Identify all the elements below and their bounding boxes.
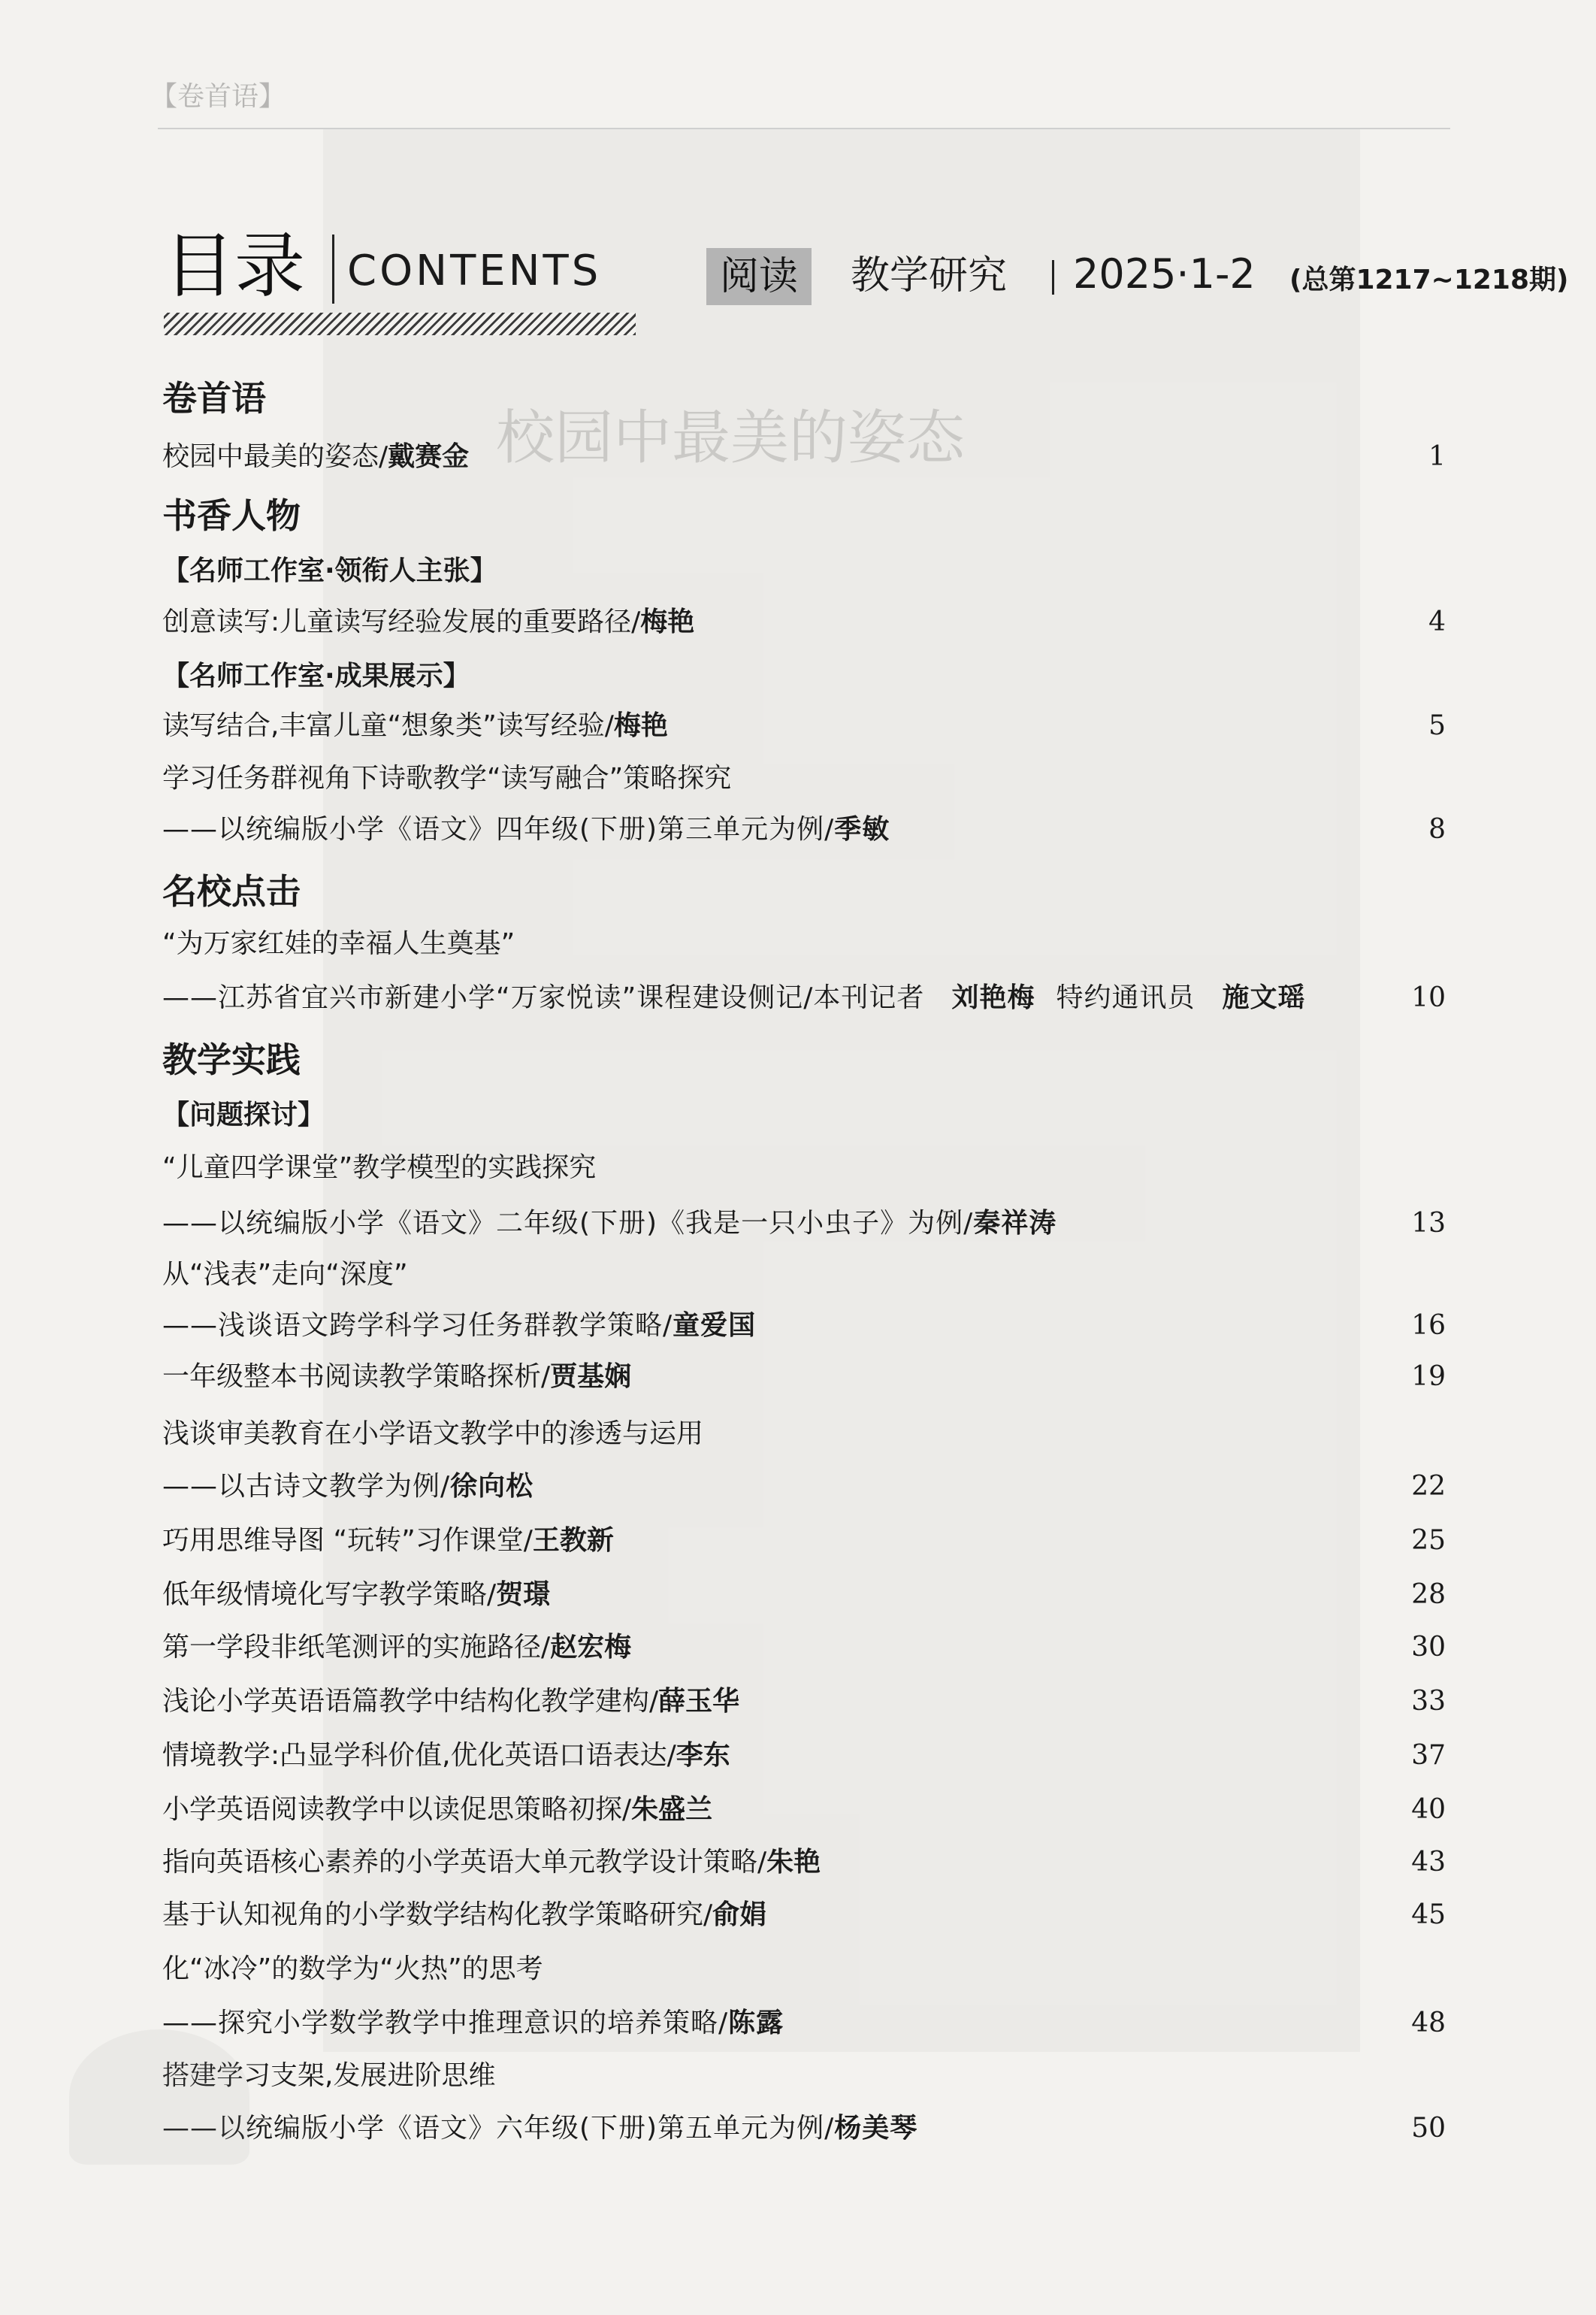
- toc-entry[interactable]: [162, 1359, 631, 1395]
- page-number: 43: [1411, 1847, 1446, 1878]
- entry-subtitle: ——浅谈语文跨学科学习任务群教学策略/: [162, 1310, 673, 1341]
- contents-title-en: CONTENTS: [347, 247, 602, 295]
- toc-entry[interactable]: [162, 1684, 739, 1720]
- toc-entry-subtitle: [162, 2111, 917, 2147]
- toc-entry-title[interactable]: 搭建学习支架,发展进阶思维: [162, 2060, 496, 2091]
- entry-subtitle: ——以古诗文教学为例/: [162, 1471, 451, 1502]
- entry-author: 陈露: [728, 2008, 784, 2038]
- page-number: 16: [1411, 1310, 1446, 1341]
- journal-divider: [1052, 260, 1054, 295]
- entry-title: 情境教学:凸显学科价值,优化英语口语表达/: [162, 1740, 676, 1771]
- page-number: 5: [1428, 710, 1446, 741]
- entry-author: 季敏: [834, 814, 890, 845]
- page-number: 33: [1411, 1686, 1446, 1717]
- page-number: 48: [1411, 2008, 1446, 2038]
- entry-subtitle: ——江苏省宜兴市新建小学“万家悦读”课程建设侧记/本刊记者: [162, 982, 925, 1013]
- page-number: 13: [1411, 1208, 1446, 1239]
- toc-entry-subtitle: [162, 1206, 1056, 1242]
- entry-title: 第一学段非纸笔测评的实施路径/: [162, 1632, 551, 1663]
- page-number: 4: [1428, 607, 1446, 637]
- toc-entry-title[interactable]: “儿童四学课堂”教学模型的实践探究: [162, 1152, 597, 1183]
- entry-title: 浅论小学英语语篇教学中结构化教学建构/: [162, 1686, 659, 1717]
- page-number: 40: [1411, 1794, 1446, 1825]
- toc-entry-title[interactable]: 从“浅表”走向“深度”: [162, 1259, 408, 1290]
- entry-title: 读写结合,丰富儿童“想象类”读写经验/: [162, 710, 614, 741]
- page-number: 22: [1411, 1471, 1446, 1502]
- page-number: 28: [1411, 1579, 1446, 1610]
- entry-author: 童爱国: [673, 1310, 757, 1341]
- subsection-heading: 【名师工作室·成果展示】: [162, 661, 470, 691]
- entry-author: 戴赛金: [388, 441, 470, 472]
- entry-author: 秦祥涛: [973, 1208, 1057, 1239]
- entry-author: 刘艳梅: [951, 982, 1035, 1013]
- toc-entry[interactable]: [162, 1844, 821, 1881]
- subsection-heading: 【名师工作室·领衔人主张】: [162, 555, 497, 586]
- issue-number: (总第1217~1218期): [1289, 265, 1569, 295]
- entry-title: 一年级整本书阅读教学策略探析/: [162, 1361, 551, 1392]
- toc-entry-subtitle: [162, 980, 1305, 1016]
- decorative-plant-shadow: [69, 2029, 249, 2165]
- toc-entry[interactable]: [162, 1630, 631, 1666]
- toc-entry[interactable]: [162, 604, 694, 640]
- entry-author: 朱艳: [766, 1847, 821, 1878]
- page-number: 8: [1428, 814, 1446, 845]
- entry-subtitle: ——探究小学数学教学中推理意识的培养策略/: [162, 2008, 729, 2038]
- section-heading: 卷首语: [162, 378, 266, 419]
- entry-author: 贾基娴: [550, 1361, 632, 1392]
- page-number: 1: [1428, 441, 1446, 472]
- toc-entry-title[interactable]: 浅谈审美教育在小学语文教学中的渗透与运用: [162, 1418, 704, 1449]
- subsection-heading: 【问题探讨】: [162, 1100, 325, 1130]
- toc-entry-title[interactable]: “为万家红娃的幸福人生奠基”: [162, 928, 515, 959]
- entry-title: 低年级情境化写字教学策略/: [162, 1579, 497, 1610]
- issue-date: 2025·1-2: [1073, 250, 1256, 298]
- toc-entry[interactable]: [162, 1523, 614, 1559]
- section-heading: 书香人物: [162, 495, 301, 536]
- entry-role: 特约通讯员: [1056, 982, 1195, 1013]
- section-heading: 教学实践: [162, 1039, 301, 1080]
- toc-entry-title[interactable]: 化“冰冷”的数学为“火热”的思考: [162, 1953, 543, 1984]
- show-through-title: 校园中最美的姿态: [496, 404, 966, 472]
- entry-author: 朱盛兰: [631, 1794, 713, 1825]
- page-number: 45: [1411, 1899, 1446, 1930]
- page-number: 37: [1411, 1740, 1446, 1771]
- entry-subtitle: ——以统编版小学《语文》四年级(下册)第三单元为例/: [162, 814, 835, 845]
- toc-entry[interactable]: [162, 1577, 550, 1613]
- yuedu-badge: 阅读: [706, 248, 812, 305]
- title-divider: [332, 235, 334, 304]
- hatched-underline: [164, 313, 636, 335]
- entry-author: 李东: [676, 1740, 730, 1771]
- entry-author: 王教新: [532, 1525, 614, 1556]
- entry-title: 小学英语阅读教学中以读促思策略初探/: [162, 1794, 632, 1825]
- entry-author: 赵宏梅: [550, 1632, 632, 1663]
- entry-author: 贺璟: [496, 1579, 551, 1610]
- toc-entry-subtitle: [162, 1469, 534, 1505]
- toc-entry[interactable]: [162, 1792, 712, 1828]
- entry-subtitle: ——以统编版小学《语文》六年级(下册)第五单元为例/: [162, 2113, 835, 2144]
- entry-author: 薛玉华: [658, 1686, 740, 1717]
- toc-entry-subtitle: [162, 812, 890, 848]
- entry-author: 杨美琴: [834, 2113, 918, 2144]
- journal-name: 教学研究: [851, 253, 1008, 298]
- entry-author: 俞娟: [712, 1899, 767, 1930]
- section-heading: 名校点击: [162, 871, 301, 912]
- page-number: 50: [1411, 2113, 1446, 2144]
- page-number: 25: [1411, 1525, 1446, 1556]
- entry-title: 指向英语核心素养的小学英语大单元教学设计策略/: [162, 1847, 767, 1878]
- toc-entry[interactable]: [162, 708, 668, 744]
- entry-author: 梅艳: [613, 710, 668, 741]
- toc-entry-title[interactable]: 学习任务群视角下诗歌教学“读写融合”策略探究: [162, 763, 732, 794]
- toc-entry-subtitle: [162, 2005, 784, 2041]
- corner-section-tag: 【卷首语】: [150, 81, 286, 112]
- entry-title: 校园中最美的姿态/: [162, 441, 388, 472]
- page-number: 10: [1411, 982, 1446, 1013]
- toc-entry[interactable]: [162, 1897, 766, 1933]
- toc-entry[interactable]: [162, 439, 469, 475]
- entry-title: 基于认知视角的小学数学结构化教学策略研究/: [162, 1899, 713, 1930]
- entry-author: 施文瑶: [1222, 982, 1306, 1013]
- entry-title: 创意读写:儿童读写经验发展的重要路径/: [162, 607, 641, 637]
- entry-title: 巧用思维导图 “玩转”习作课堂/: [162, 1525, 533, 1556]
- page-number: 30: [1411, 1632, 1446, 1663]
- contents-title-cn: 目录: [164, 225, 306, 307]
- top-rule: [158, 128, 1450, 129]
- toc-entry-subtitle: [162, 1308, 756, 1344]
- entry-subtitle: ——以统编版小学《语文》二年级(下册)《我是一只小虫子》为例/: [162, 1208, 974, 1239]
- toc-entry[interactable]: [162, 1738, 730, 1774]
- page-number: 19: [1411, 1361, 1446, 1392]
- entry-author: 徐向松: [450, 1471, 534, 1502]
- entry-author: 梅艳: [640, 607, 695, 637]
